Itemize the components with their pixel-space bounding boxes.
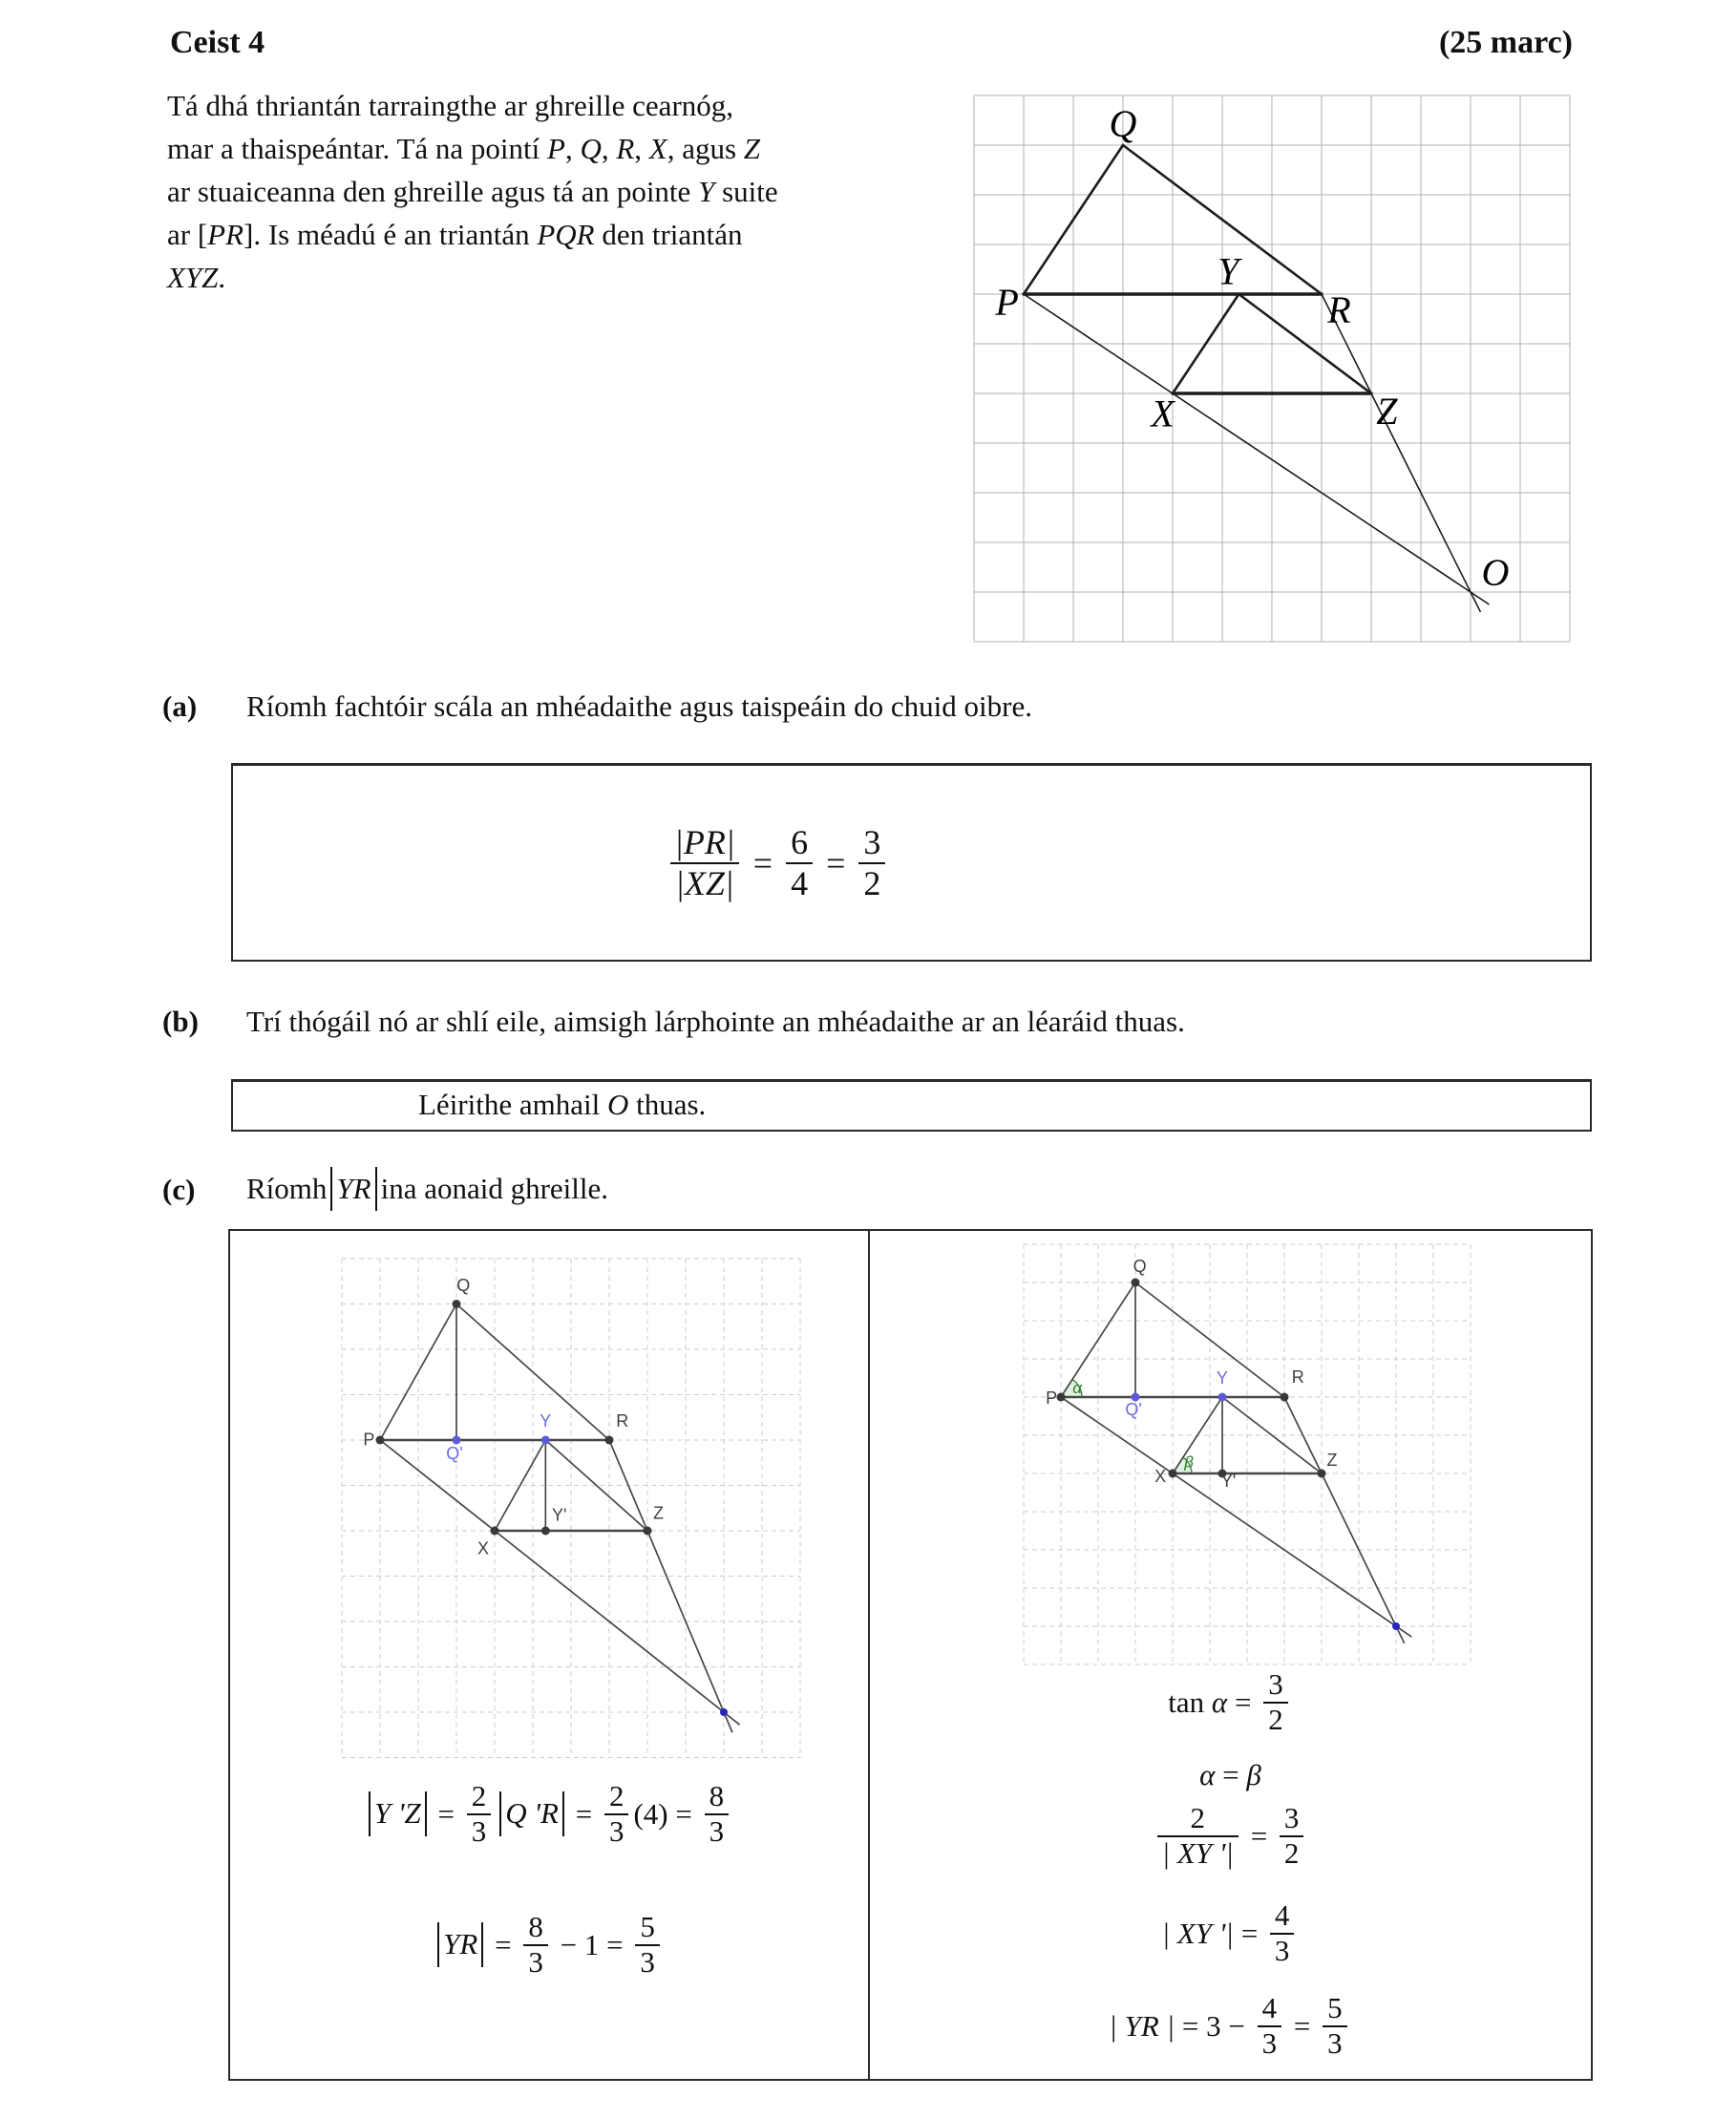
svg-text:Y: Y <box>1216 1368 1228 1388</box>
solution-figure-left <box>342 1259 800 1758</box>
svg-text:Q: Q <box>456 1276 471 1296</box>
svg-text:Q': Q' <box>446 1443 463 1463</box>
svg-text:α: α <box>1072 1379 1083 1397</box>
svg-text:Y': Y' <box>552 1505 567 1525</box>
left-equation-2: YR = $\frac{8}{3}$ − 1 = $\frac{5}{3}$ <box>230 1911 868 1979</box>
svg-text:P: P <box>1046 1388 1058 1409</box>
svg-text:X: X <box>1151 392 1175 435</box>
answer-box-a <box>231 763 1592 962</box>
right-equation-5: | YR | = 3 − $\frac{4}{3}$ = $\frac{5}{3}$ <box>870 1992 1591 2060</box>
svg-text:Z: Z <box>1376 390 1398 434</box>
answer-box-c <box>228 1229 1593 2081</box>
right-equation-4: | XY '| = $\frac{4}{3}$ <box>870 1899 1591 1967</box>
svg-text:P: P <box>995 280 1019 324</box>
answer-b-text: Léirithe amhail O thuas. <box>418 1088 707 1121</box>
part-a-prompt: Ríomh fachtóir scála an mhéadaithe agus taispeáin do chuid oibre. <box>246 689 1032 723</box>
svg-text:Q': Q' <box>1125 1400 1142 1420</box>
svg-text:Q: Q <box>1133 1257 1147 1277</box>
svg-text:R: R <box>616 1410 629 1430</box>
right-equation-1: tan α = $\frac{3}{2}$ <box>870 1668 1591 1736</box>
marks-badge: (25 marc) <box>1438 25 1573 60</box>
part-a-label: (a) <box>162 689 198 723</box>
svg-text:X: X <box>476 1538 490 1558</box>
part-b-prompt: Trí thógáil nó ar shlí eile, aimsigh lárphointe an mhéadaithe ar an léaráid thuas. <box>246 1005 1185 1038</box>
right-equation-2: α = β <box>1199 1758 1261 1791</box>
left-equation-1: Y 'Z = $\frac{2}{3}$ Q 'R = $\frac{2}{3}$ (4) = $\frac{8}{3}$ <box>230 1780 868 1848</box>
solution-figure-right <box>1024 1244 1471 1664</box>
part-c-label: (c) <box>162 1173 196 1206</box>
scale-factor-equation: $\frac{|PR|}{|XZ|}$ = $\frac{6}{4}$ = $\frac{3}{2}$ <box>665 766 890 960</box>
main-grid-figure <box>974 95 1570 642</box>
svg-text:R: R <box>1291 1367 1304 1387</box>
svg-text:Y': Y' <box>1220 1472 1237 1491</box>
svg-text:Y: Y <box>1217 249 1239 293</box>
svg-text:Z: Z <box>1326 1451 1338 1470</box>
svg-text:Q: Q <box>1109 102 1137 146</box>
svg-text:Z: Z <box>653 1503 664 1523</box>
svg-text:P: P <box>363 1430 375 1450</box>
right-equation-3: $\frac{2}{| XY '|}$ = $\frac{3}{2}$ <box>870 1802 1591 1870</box>
part-b-label: (b) <box>162 1005 199 1038</box>
answer-box-b <box>231 1079 1592 1132</box>
svg-text:O: O <box>1481 551 1510 595</box>
question-intro: Tá dhá thriantán tarraingthe ar ghreille cearnóg, mar a thaispeántar. Tá na pointí P, Q, R, X, agus Z ar stuaiceanna den ghreille agus tá an pointe Y suite ar [PR]. Is méadú é an triantán PQR den triantán XYZ. <box>167 89 778 294</box>
svg-text:X: X <box>1154 1466 1167 1486</box>
svg-text:R: R <box>1327 288 1351 332</box>
svg-text:Y: Y <box>540 1410 552 1430</box>
part-c-prompt: Ríomh YR ina aonaid ghreille. <box>246 1159 608 1218</box>
svg-text:β: β <box>1184 1452 1195 1472</box>
question-number: Ceist 4 <box>170 25 265 60</box>
